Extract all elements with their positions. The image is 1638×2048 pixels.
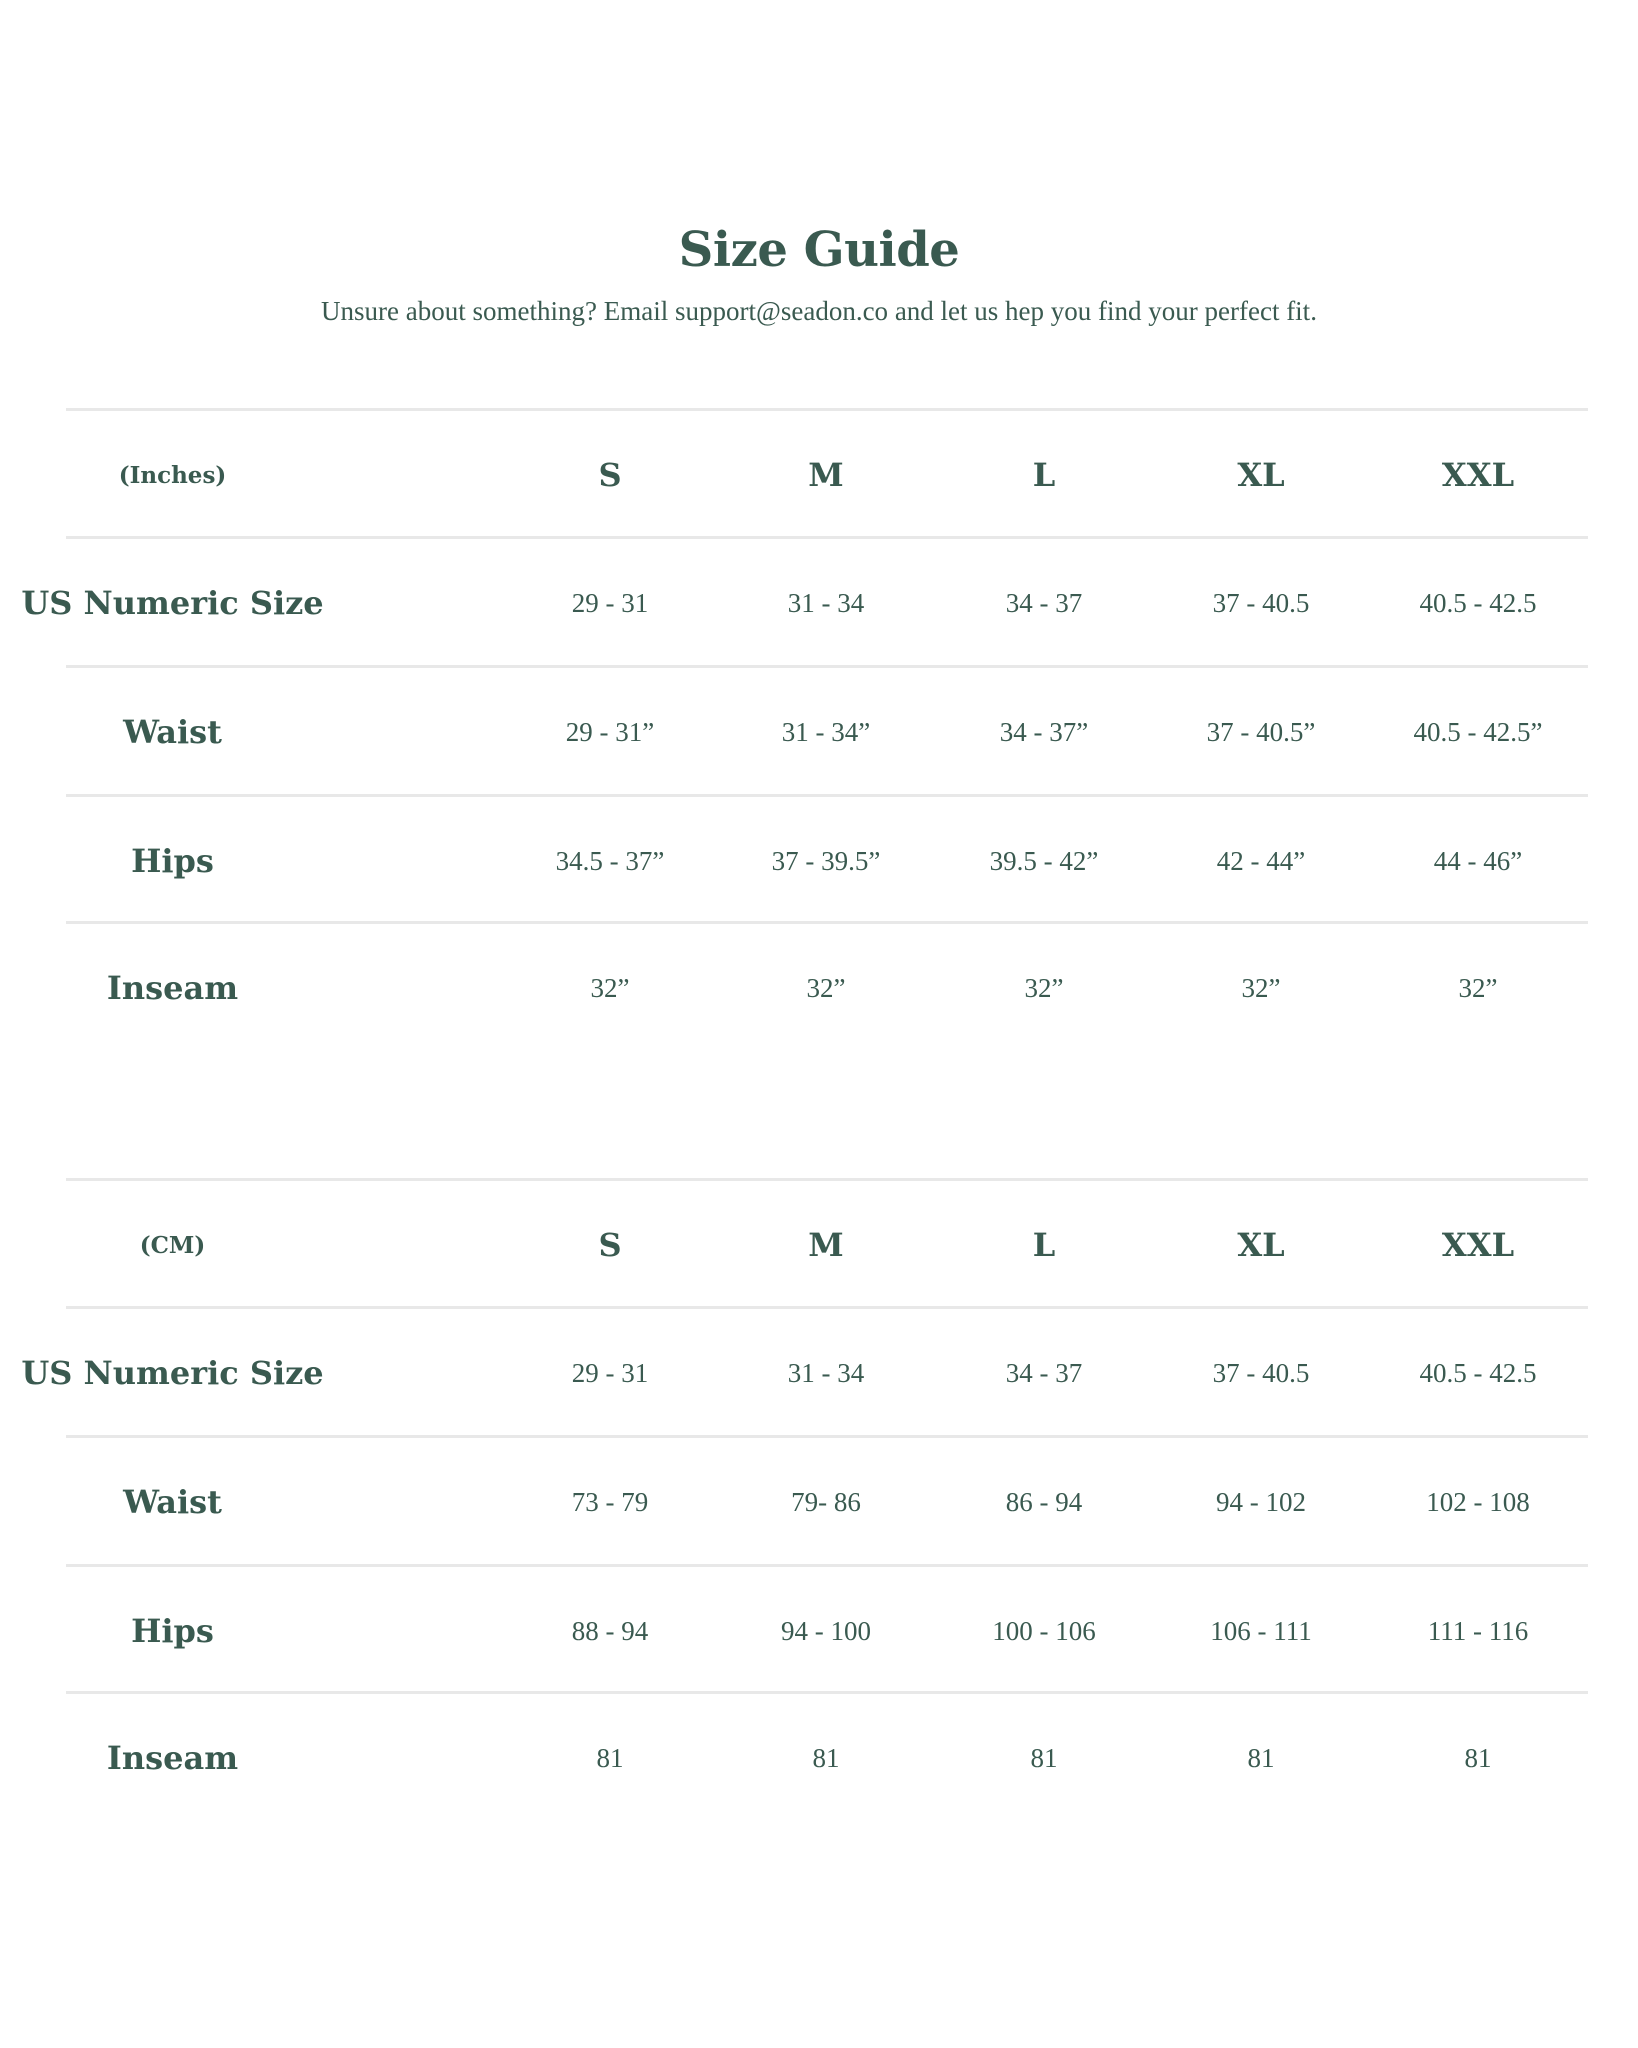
size-header-m: M xyxy=(808,1226,844,1264)
table-header-row xyxy=(0,411,1638,539)
row-label: US Numeric Size xyxy=(21,1354,324,1392)
subtitle-text-pre: Unsure about something? Email xyxy=(321,296,675,326)
table-row-inseam xyxy=(0,1694,1638,1822)
table-cell: 94 - 100 xyxy=(781,1615,871,1646)
table-cell: 29 - 31 xyxy=(571,1357,649,1388)
table-row-waist xyxy=(0,668,1638,796)
table-cell: 29 - 31” xyxy=(565,716,655,747)
table-cell: 111 - 116 xyxy=(1427,1615,1529,1646)
table-cell: 37 - 40.5 xyxy=(1212,587,1310,618)
support-email-link[interactable]: support@seadon.co xyxy=(674,296,889,326)
table-row-waist xyxy=(0,1438,1638,1566)
table-cell: 32” xyxy=(1241,972,1281,1003)
table-cell: 81 xyxy=(1030,1742,1058,1773)
table-cell: 40.5 - 42.5” xyxy=(1413,716,1543,747)
table-row-us-numeric-size xyxy=(0,539,1638,667)
unit-label-inches: (Inches) xyxy=(118,461,227,489)
size-header-xl: XL xyxy=(1237,1226,1285,1264)
table-cell: 31 - 34 xyxy=(787,587,865,618)
table-row-hips xyxy=(0,1567,1638,1695)
table-cell: 32” xyxy=(590,972,630,1003)
row-label: Inseam xyxy=(106,969,239,1007)
table-cell: 81 xyxy=(596,1742,624,1773)
size-header-l: L xyxy=(1032,1226,1056,1264)
table-cell: 73 - 79 xyxy=(571,1486,649,1517)
table-cell: 32” xyxy=(1024,972,1064,1003)
table-cell: 32” xyxy=(806,972,846,1003)
size-header-xl: XL xyxy=(1237,456,1285,494)
table-cell: 34 - 37 xyxy=(1005,587,1083,618)
table-cell: 34.5 - 37” xyxy=(555,845,665,876)
subtitle-text-post: and let us hep you find your perfect fit. xyxy=(888,296,1317,326)
table-cell: 31 - 34” xyxy=(781,716,871,747)
page-title: Size Guide xyxy=(678,222,960,278)
table-row-hips xyxy=(0,797,1638,925)
table-cell: 29 - 31 xyxy=(571,587,649,618)
table-cell: 31 - 34 xyxy=(787,1357,865,1388)
table-header-row xyxy=(0,1181,1638,1309)
table-cell: 94 - 102 xyxy=(1216,1486,1306,1517)
page-subtitle xyxy=(0,296,1638,327)
table-cell: 37 - 40.5” xyxy=(1206,716,1316,747)
table-cell: 79- 86 xyxy=(791,1486,861,1517)
size-header-s: S xyxy=(598,1226,622,1264)
table-cell: 88 - 94 xyxy=(571,1615,649,1646)
table-cell: 32” xyxy=(1458,972,1498,1003)
table-row-inseam xyxy=(0,924,1638,1052)
table-cell: 39.5 - 42” xyxy=(989,845,1099,876)
row-label: Waist xyxy=(123,713,222,751)
size-header-s: S xyxy=(598,456,622,494)
table-cell: 34 - 37 xyxy=(1005,1357,1083,1388)
table-cell: 37 - 39.5” xyxy=(771,845,881,876)
unit-label-cm: (CM) xyxy=(139,1231,206,1259)
row-label: Inseam xyxy=(106,1739,239,1777)
row-label: Hips xyxy=(131,842,214,880)
table-cell: 37 - 40.5 xyxy=(1212,1357,1310,1388)
size-header-m: M xyxy=(808,456,844,494)
size-header-l: L xyxy=(1032,456,1056,494)
table-cell: 86 - 94 xyxy=(1005,1486,1083,1517)
table-cell: 34 - 37” xyxy=(999,716,1089,747)
table-row-us-numeric-size xyxy=(0,1309,1638,1437)
table-cell: 81 xyxy=(812,1742,840,1773)
table-cell: 44 - 46” xyxy=(1433,845,1523,876)
table-cell: 106 - 111 xyxy=(1210,1615,1312,1646)
row-label: US Numeric Size xyxy=(21,584,324,622)
table-cell: 40.5 - 42.5 xyxy=(1419,587,1537,618)
size-header-xxl: XXL xyxy=(1441,456,1515,494)
table-cell: 40.5 - 42.5 xyxy=(1419,1357,1537,1388)
table-cell: 81 xyxy=(1464,1742,1492,1773)
table-cell: 42 - 44” xyxy=(1216,845,1306,876)
table-cell: 102 - 108 xyxy=(1426,1486,1530,1517)
table-cell: 81 xyxy=(1247,1742,1275,1773)
table-cell: 100 - 106 xyxy=(992,1615,1096,1646)
row-label: Hips xyxy=(131,1612,214,1650)
size-header-xxl: XXL xyxy=(1441,1226,1515,1264)
row-label: Waist xyxy=(123,1483,222,1521)
